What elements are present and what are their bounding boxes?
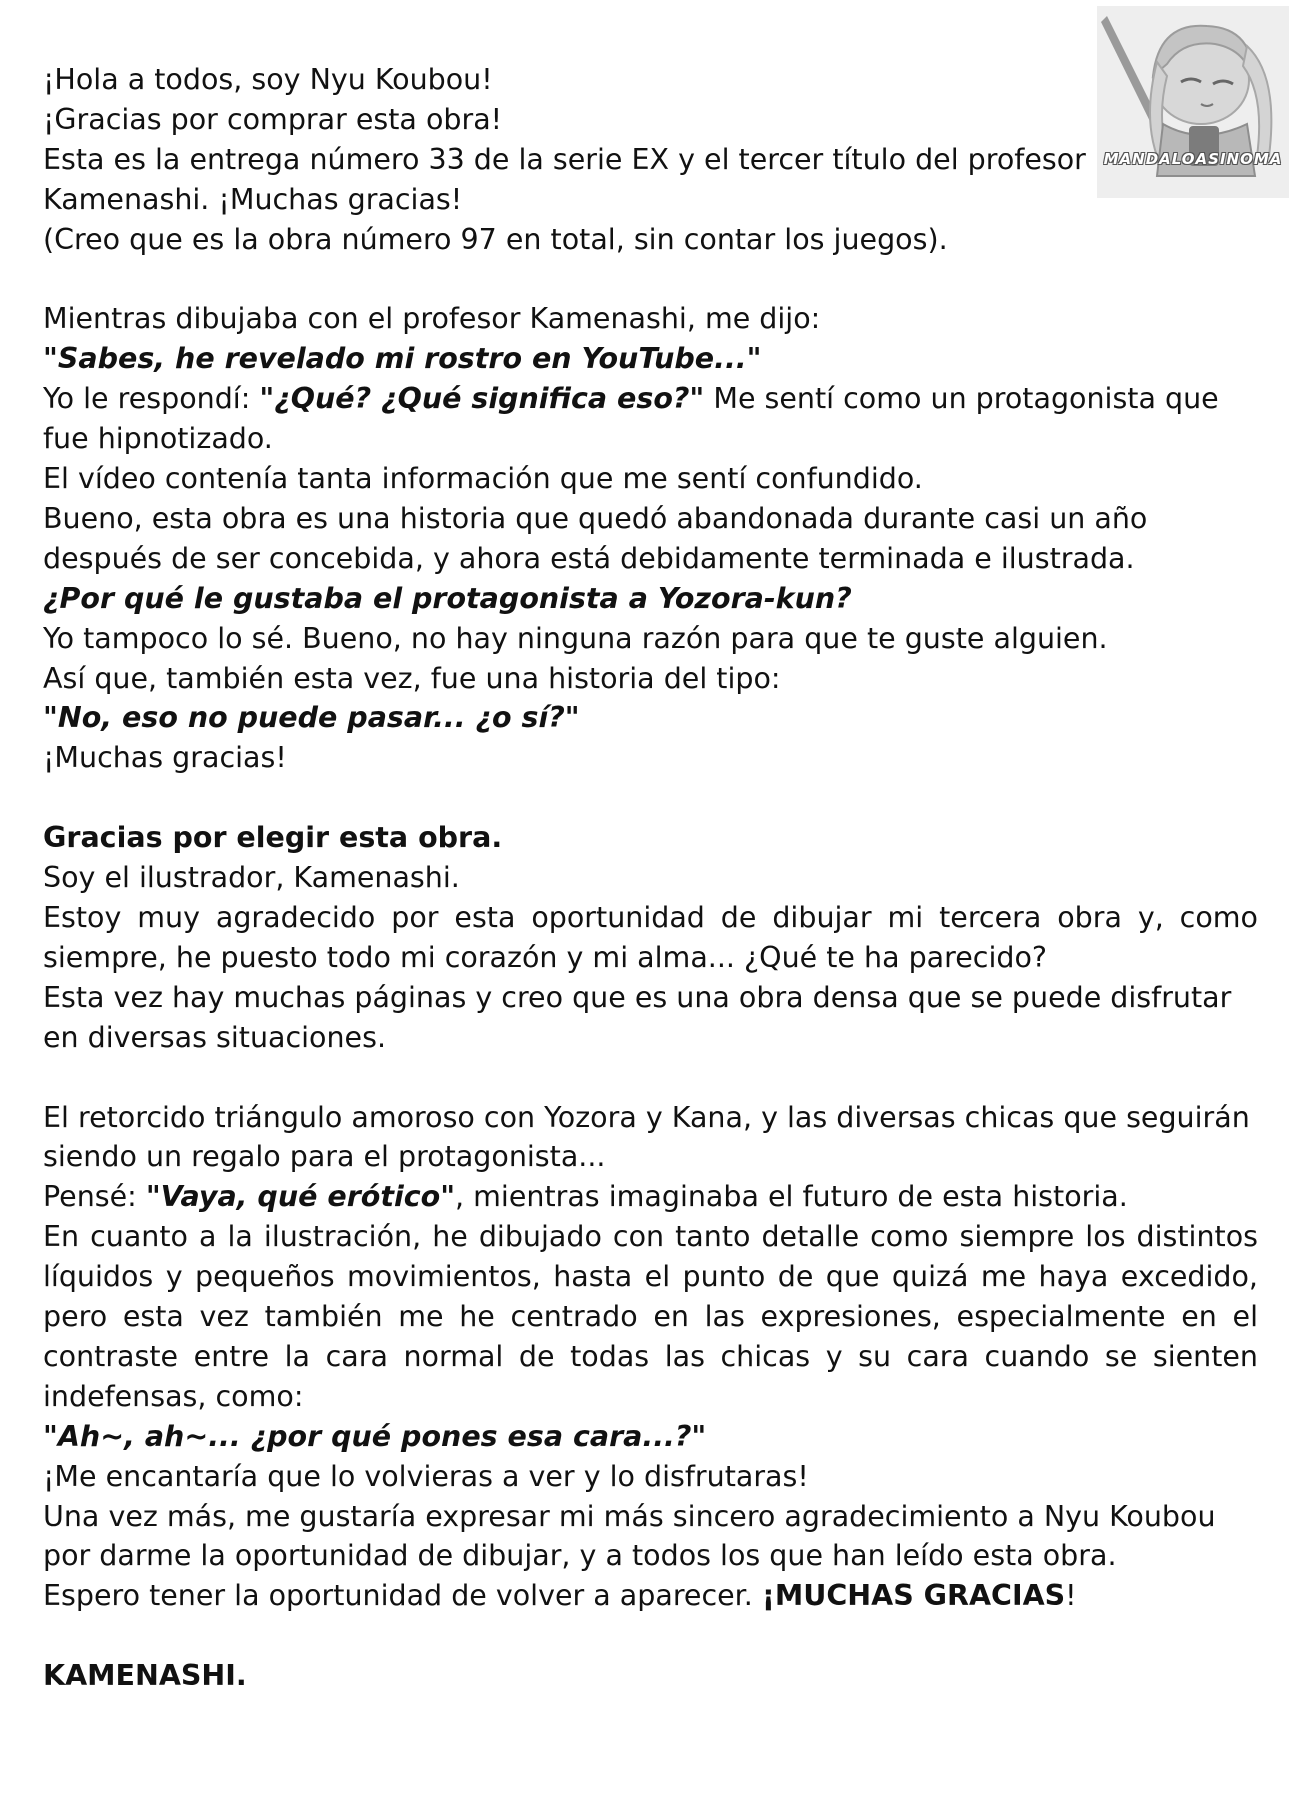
spacer: [43, 260, 1258, 300]
line-greeting: ¡Hola a todos, soy Nyu Koubou!: [43, 63, 493, 96]
paragraph-story-origin: Bueno, esta obra es una historia que quedó abandonada durante casi un año después de ser concebida, y ahora está debidamente terminada e ilustrada.: [43, 501, 1148, 575]
paragraph-hope: [43, 1576, 1258, 1616]
signature: KAMENASHI.: [43, 1659, 247, 1693]
line-thanks-again: ¡Muchas gracias!: [43, 741, 287, 775]
line-drawing-intro: Mientras dibujaba con el profesor Kamenashi, me dijo:: [43, 302, 821, 336]
paragraph-response: [43, 379, 1258, 459]
thought-lead: Pensé:: [43, 1180, 146, 1214]
quote-what: "¿Qué? ¿Qué significa eso?": [259, 382, 705, 416]
line-illustrator-intro: Soy el ilustrador, Kamenashi.: [43, 861, 460, 895]
paragraph-love-triangle: El retorcido triángulo amoroso con Yozora y Kana, y las diversas chicas que seguirán siendo un regalo para el protagonista...: [43, 1100, 1250, 1174]
paragraph-thought: [43, 1177, 1258, 1217]
question-protagonist: ¿Por qué le gustaba el protagonista a Yozora-kun?: [43, 581, 852, 615]
quote-youtube: "Sabes, he revelado mi rostro en YouTube...": [43, 342, 762, 376]
paragraph-many-pages: Esta vez hay muchas páginas y creo que es una obra densa que se puede disfrutar en diversas situaciones.: [43, 980, 1232, 1054]
spacer: [43, 1616, 1258, 1656]
line-enjoy-again: ¡Me encantaría que lo volvieras a ver y lo disfrutaras!: [43, 1459, 809, 1493]
quote-cannot-happen: "No, eso no puede pasar... ¿o sí?": [43, 701, 580, 735]
big-thanks: ¡MUCHAS GRACIAS: [761, 1579, 1066, 1613]
paragraph-final-thanks: Una vez más, me gustaría expresar mi más sincero agradecimiento a Nyu Koubou por darme la oportunidad de dibujar, y a todos los que han leído esta obra.: [43, 1499, 1216, 1573]
spacer: [43, 1058, 1258, 1098]
thought-tail: , mientras imaginaba el futuro de esta historia.: [455, 1180, 1128, 1214]
big-thanks-mark: !: [1065, 1579, 1077, 1613]
hope-text: Espero tener la oportunidad de volver a aparecer.: [43, 1579, 762, 1613]
line-no-reason: Yo tampoco lo sé. Bueno, no hay ninguna razón para que te guste alguien.: [43, 621, 1108, 655]
line-thanks-purchase: ¡Gracias por comprar esta obra!: [43, 102, 503, 136]
spacer: [43, 778, 1258, 818]
line-story-type: Así que, también esta vez, fue una historia del tipo:: [43, 661, 781, 695]
quote-erotic: "Vaya, qué erótico": [145, 1180, 456, 1214]
paragraph-series-info: [43, 140, 1258, 220]
paragraph-gratitude: Estoy muy agradecido por esta oportunidad de dibujar mi tercera obra y, como siempre, he puesto todo mi corazón y mi alma... ¿Qué te ha parecido?: [43, 901, 1258, 974]
quote-that-face: "Ah~, ah~... ¿por qué pones esa cara...?": [43, 1419, 707, 1453]
paragraph-illustration: En cuanto a la ilustración, he dibujado con tanto detalle como siempre los distintos líquidos y pequeños movimientos, hasta el punto de que quizá me haya excedido, pero esta vez también me he centrado en las expresiones, especialmente en el contraste entre la cara normal de todas las chicas y su cara cuando se sienten indefensas, como:: [43, 1220, 1258, 1413]
response-lead: Yo le respondí:: [43, 382, 260, 416]
series-info-text: Esta es la entrega número 33 de la serie EX y el tercer título del profesor Kamenashi. ¡Muchas gracias!: [43, 142, 1086, 216]
heading-illustrator-thanks: Gracias por elegir esta obra.: [43, 821, 503, 855]
letter-body: [43, 60, 1258, 1696]
line-video-info: El vídeo contenía tanta información que me sentí confundido.: [43, 462, 923, 496]
watermark-text: MANDALOASINOMA: [1103, 150, 1283, 168]
line-total-count: (Creo que es la obra número 97 en total, sin contar los juegos).: [43, 222, 948, 256]
response-tail: Me sentí como un protagonista que fue hipnotizado.: [43, 382, 1219, 456]
